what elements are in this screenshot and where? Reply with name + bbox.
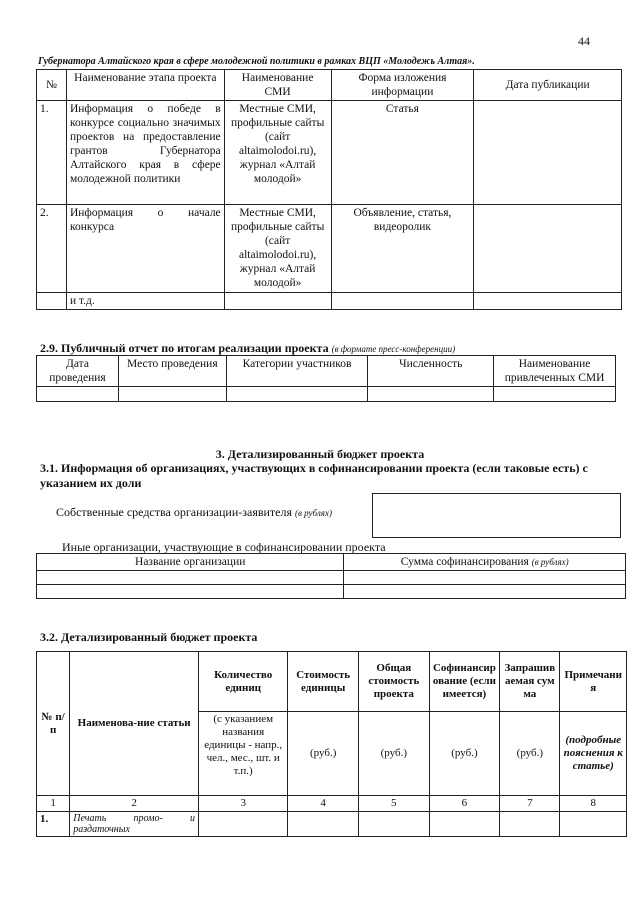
- table-cell: (руб.): [288, 712, 359, 796]
- table-cell: 1.: [37, 812, 70, 837]
- column-header: Софинансирование (если имеется): [429, 652, 500, 712]
- column-header-note: (в рублях): [531, 557, 569, 567]
- column-header: Дата публикации: [474, 70, 622, 101]
- table-cell: [37, 293, 67, 310]
- table-cell: 7: [500, 796, 560, 812]
- column-header: Общая стоимость проекта: [358, 652, 429, 712]
- table-cell: (руб.): [500, 712, 560, 796]
- table-cell: 6: [429, 796, 500, 812]
- table-cell: [474, 101, 622, 205]
- table-cell: 1: [37, 796, 70, 812]
- table-row: [37, 571, 626, 585]
- table-cell: [474, 205, 622, 293]
- column-header: Наименование привлеченных СМИ: [494, 356, 616, 387]
- table-row: [37, 293, 622, 310]
- table-cell: [429, 812, 500, 837]
- section-3-title: 3. Детализированный бюджет проекта: [215, 447, 425, 461]
- media-plan-table: [36, 69, 622, 310]
- column-header: [344, 554, 626, 571]
- column-header: Место проведения: [118, 356, 226, 387]
- table-cell: 5: [358, 796, 429, 812]
- column-header: № п/п: [37, 652, 70, 796]
- table-cell: [226, 387, 368, 402]
- own-funds-label: [56, 505, 332, 521]
- table-cell: 1.: [37, 101, 67, 205]
- table-header-row: [37, 554, 626, 571]
- column-header: Название организации: [37, 554, 344, 571]
- own-funds-note: (в рублях): [295, 508, 332, 518]
- table-cell: [331, 293, 474, 310]
- cofinancing-orgs-table: [36, 553, 626, 599]
- table-cell: Информация о начале конкурса: [66, 205, 224, 293]
- table-row: [37, 387, 616, 402]
- column-header: Численность: [368, 356, 494, 387]
- section-note: (в формате пресс-конференции): [331, 344, 456, 354]
- table-cell: Объявление, статья, видеоролик: [331, 205, 474, 293]
- table-cell: [118, 387, 226, 402]
- table-cell: 2: [70, 796, 199, 812]
- page-number: 44: [578, 34, 590, 48]
- table-cell: [37, 387, 119, 402]
- table-cell: Информация о победе в конкурсе социально значимых проектов на предоставление грантов Губернатора Алтайского края в сфере молодежной политики: [66, 101, 224, 205]
- table-cell: [344, 585, 626, 599]
- table-cell: Статья: [331, 101, 474, 205]
- table-cell: [500, 812, 560, 837]
- table-row: [37, 812, 627, 837]
- public-report-table: [36, 355, 616, 402]
- table-header-row: [37, 652, 627, 712]
- column-header: Форма изложения информации: [331, 70, 474, 101]
- column-header: Наименование этапа проекта: [66, 70, 224, 101]
- table-row: [37, 205, 622, 293]
- table-cell: [344, 571, 626, 585]
- table-cell: [199, 812, 288, 837]
- table-cell: [358, 812, 429, 837]
- top-caption: Губернатора Алтайского края в сфере молодежной политики в рамках ВЦП «Молодежь Алтая».: [38, 56, 475, 67]
- table-cell: [494, 387, 616, 402]
- column-header: Запрашиваемая сумма: [500, 652, 560, 712]
- table-cell: Печать промо- и раздаточных: [70, 812, 199, 837]
- table-cell: (подробные пояснения к статье): [560, 712, 627, 796]
- table-cell: [37, 585, 344, 599]
- table-cell: и т.д.: [66, 293, 224, 310]
- column-header-text: Сумма софинансирования: [400, 556, 529, 568]
- table-cell: [288, 812, 359, 837]
- table-cell: [37, 571, 344, 585]
- table-cell: [368, 387, 494, 402]
- column-header: Наименова-ние статьи: [70, 652, 199, 796]
- column-header: Категории участников: [226, 356, 368, 387]
- budget-table: [36, 651, 627, 837]
- table-cell: 4: [288, 796, 359, 812]
- column-header: Примечания: [560, 652, 627, 712]
- section-3-1-title: 3.1. Информация об организациях, участвующих в софинансировании проекта (если таковые есть) с указанием их доли: [40, 461, 588, 490]
- table-cell: (руб.): [429, 712, 500, 796]
- column-header: Стоимость единицы: [288, 652, 359, 712]
- own-funds-text: Собственные средства организации-заявителя: [56, 505, 293, 519]
- table-header-row: [37, 356, 616, 387]
- section-3-2-title: 3.2. Детализированный бюджет проекта: [40, 630, 258, 644]
- section-title: 2.9. Публичный отчет по итогам реализации проекта: [40, 341, 329, 355]
- table-cell: Местные СМИ, профильные сайты (сайт altaimolodoi.ru), журнал «Алтай молодой»: [224, 101, 331, 205]
- table-cell: (руб.): [358, 712, 429, 796]
- table-cell: 2.: [37, 205, 67, 293]
- column-header: Дата проведения: [37, 356, 119, 387]
- table-cell: [474, 293, 622, 310]
- table-cell: [224, 293, 331, 310]
- table-row: [37, 101, 622, 205]
- table-cell: Местные СМИ, профильные сайты (сайт altaimolodoi.ru), журнал «Алтай молодой»: [224, 205, 331, 293]
- column-header: Количество единиц: [199, 652, 288, 712]
- own-funds-input[interactable]: [372, 493, 621, 538]
- table-row: [37, 796, 627, 812]
- column-header: №: [37, 70, 67, 101]
- other-orgs-label: Иные организации, участвующие в софинансировании проекта: [62, 540, 386, 554]
- table-row: [37, 585, 626, 599]
- table-cell: [560, 812, 627, 837]
- table-cell: 3: [199, 796, 288, 812]
- table-cell: 8: [560, 796, 627, 812]
- column-header: Наименование СМИ: [224, 70, 331, 101]
- table-header-row: [37, 70, 622, 101]
- table-cell: (с указанием названия единицы - напр., чел., мес., шт. и т.п.): [199, 712, 288, 796]
